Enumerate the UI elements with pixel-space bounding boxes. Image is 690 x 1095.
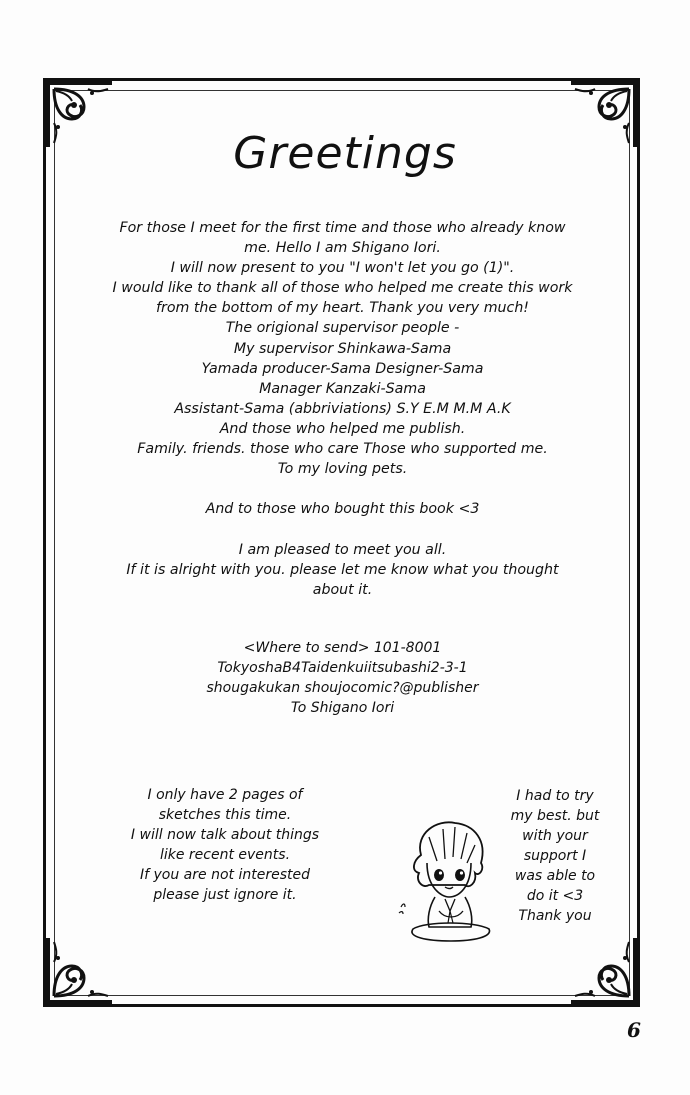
chibi-character-sketch bbox=[393, 815, 503, 945]
address-line: <Where to send> 101-8001 bbox=[243, 640, 442, 656]
left-note bbox=[100, 785, 350, 905]
intro-line: me. Hello I am Shigano Iori. bbox=[244, 240, 441, 257]
left-note-line: I only have 2 pages of bbox=[147, 787, 303, 803]
address-line: TokyoshaB4Taidenkuiitsubashi2-3-1 bbox=[217, 660, 468, 677]
right-note bbox=[495, 786, 615, 926]
corner-flourish-icon bbox=[44, 936, 114, 1006]
intro-line: Yamada producer-Sama Designer-Sama bbox=[201, 360, 484, 377]
left-note-line: like recent events. bbox=[159, 847, 291, 863]
right-note-line: was able to bbox=[514, 868, 596, 884]
page-number: 6 bbox=[627, 1018, 641, 1042]
right-note-line: do it <3 bbox=[526, 888, 584, 904]
meet-line: If it is alright with you. please let me know what you thought bbox=[126, 561, 559, 578]
greeting-body bbox=[70, 218, 615, 600]
meet-line: I am pleased to meet you all. bbox=[238, 541, 447, 558]
meet-line: about it. bbox=[312, 581, 373, 598]
right-note-line: Thank you bbox=[518, 908, 592, 924]
intro-line: And those who helped me publish. bbox=[219, 420, 466, 437]
intro-line: Manager Kanzaki-Sama bbox=[259, 380, 426, 397]
intro-line: I will now present to you "I won't let you go (1)". bbox=[170, 260, 515, 277]
paragraph-gap bbox=[70, 479, 615, 499]
page-title: Greetings bbox=[233, 128, 457, 179]
intro-line: I would like to thank all of those who helped me create this work bbox=[112, 280, 573, 297]
left-note-line: I will now talk about things bbox=[130, 827, 320, 843]
right-note-line: my best. but bbox=[510, 808, 600, 824]
right-note-line: support I bbox=[523, 848, 587, 864]
left-note-line: sketches this time. bbox=[158, 807, 292, 823]
left-note-line: please just ignore it. bbox=[153, 887, 297, 903]
mailing-address bbox=[170, 638, 515, 718]
intro-line: Family. friends. those who care Those who supported me. bbox=[137, 441, 548, 458]
left-note-line: If you are not interested bbox=[140, 867, 310, 883]
intro-line: Assistant-Sama (abbriviations) S.Y E.M M.M A.K bbox=[174, 400, 511, 417]
right-note-line: I had to try bbox=[516, 788, 594, 804]
right-note-line: with your bbox=[522, 828, 588, 844]
intro-line: from the bottom of my heart. Thank you very much! bbox=[156, 300, 529, 317]
book-line: And to those who bought this book <3 bbox=[205, 501, 480, 518]
intro-line: The origional supervisor people - bbox=[225, 320, 460, 337]
address-line: To Shigano Iori bbox=[290, 700, 395, 717]
intro-line: To my loving pets. bbox=[277, 461, 408, 478]
corner-flourish-icon bbox=[569, 936, 639, 1006]
intro-line: For those I meet for the first time and those who already know bbox=[119, 220, 566, 236]
address-line: shougakukan shoujocomic?@publisher bbox=[206, 680, 479, 697]
paragraph-gap bbox=[70, 519, 615, 539]
intro-line: My supervisor Shinkawa-Sama bbox=[233, 340, 452, 357]
